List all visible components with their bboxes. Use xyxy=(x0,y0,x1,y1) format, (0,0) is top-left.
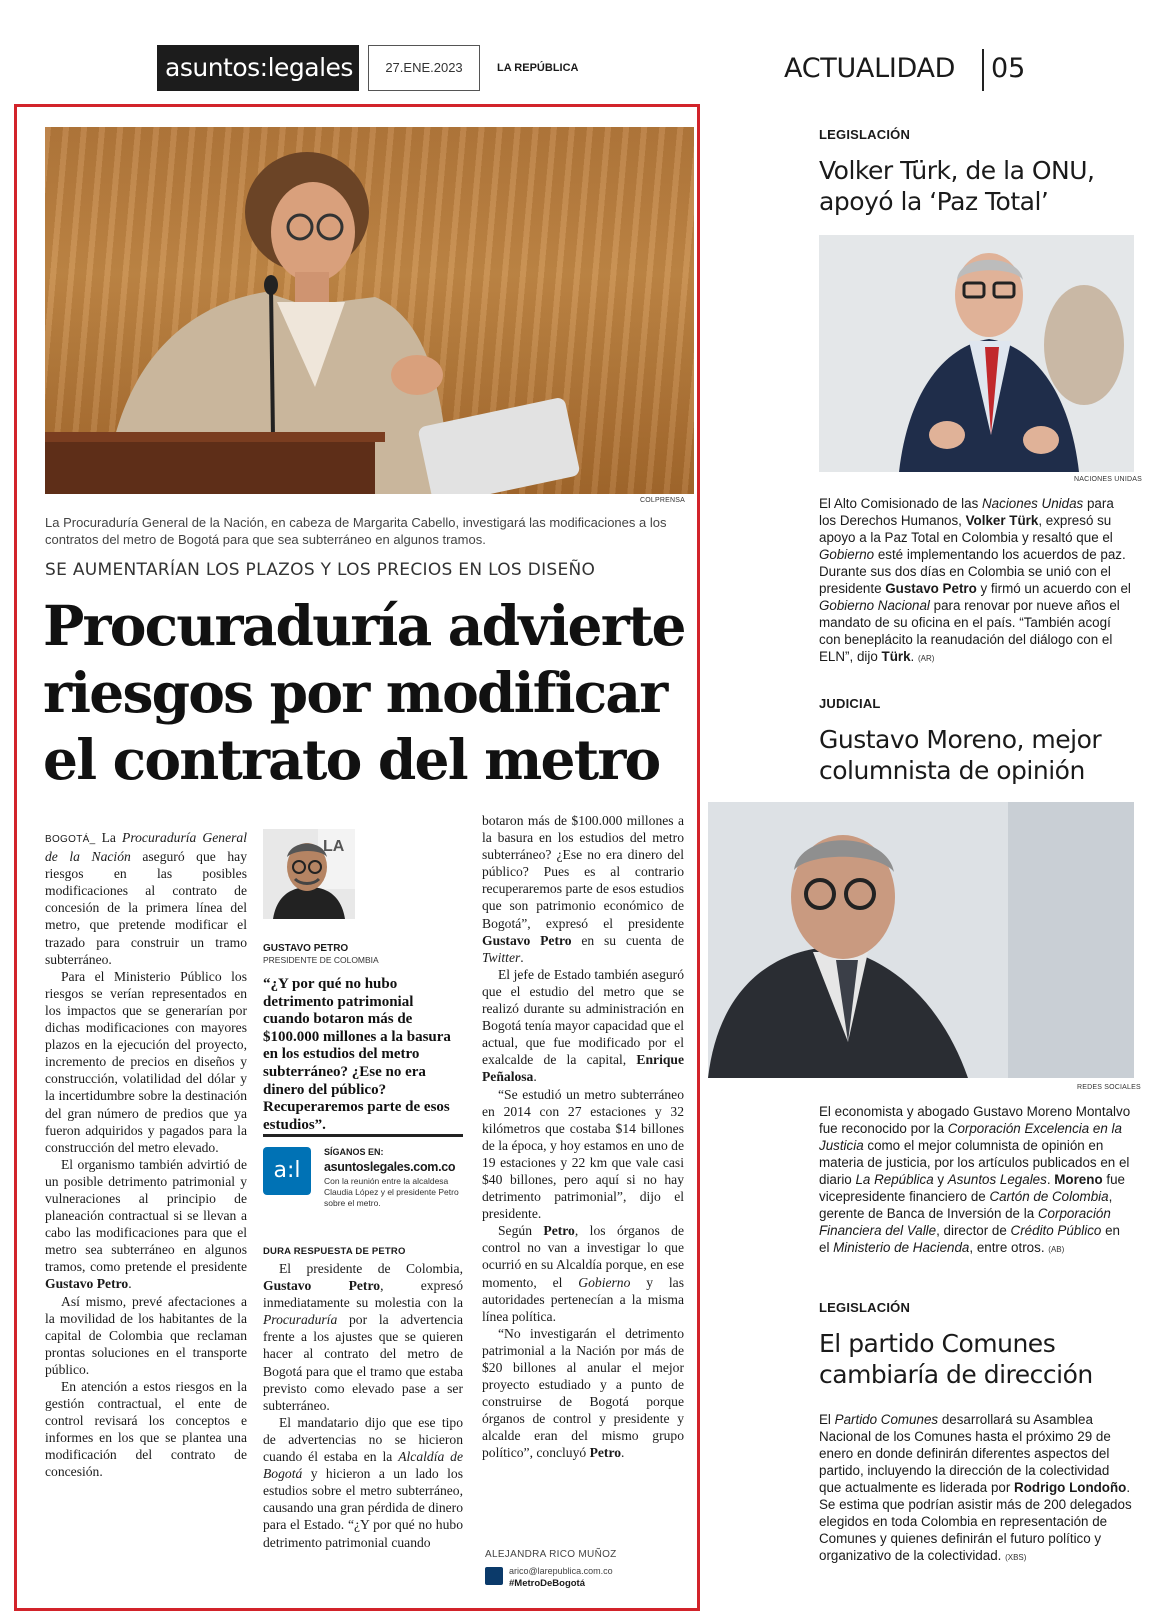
story1-photo xyxy=(819,235,1134,472)
story2-title: Gustavo Moreno, mejor columnista de opinión xyxy=(819,725,1102,785)
story1-category: LEGISLACIÓN xyxy=(819,127,911,142)
story1-body: El Alto Comisionado de las Naciones Unidas para los Derechos Humanos, Volker Türk, expresó su apoyo a la Paz Total en Colombia y resaltó que el Gobierno esté implementando los acuerdos de paz. Durante sus dos días en Colombia se unió con el presidente Gustavo Petro y firmó un acuerdo con el Gobierno Nacional para renovar por nueve años el mandato de su oficina en el país. “También acogí con beneplácito la reanudación del diálogo con el ELN”, dijo Türk. (AR) xyxy=(819,496,1131,664)
story2-category: JUDICIAL xyxy=(819,696,881,711)
article-column-2 xyxy=(263,1260,463,1551)
paragraph: El organismo también advirtió de un posible detrimento patrimonial y vulneraciones al principio de planeación contractual si se llevan a cabo las modificaciones para que el metro sea subterráneo en algunos tramos, como pretende el presidente Gustavo Petro. xyxy=(45,1156,247,1292)
quote-divider xyxy=(263,1134,463,1137)
petro-portrait xyxy=(263,829,355,919)
story2-body: El economista y abogado Gustavo Moreno Montalvo fue reconocido por la Corporación Excelencia en la Justicia como el mejor columnista de opinión en materia de justicia, por los artículos publicados en el diario La República y Asuntos Legales. Moreno fue vicepresidente financiero de Cartón de Colombia, gerente de Banca de Inversión de la Corporación Financiera del Valle, director de Crédito Público en el Ministerio de Hacienda, entre otros. (AB) xyxy=(819,1104,1131,1255)
paragraph: Para el Ministerio Público los riesgos se verían representados en los impactos que se generarían por dichas modificaciones con mayores plazos en la ejecución del proyecto, incremento de precios en diseños y construcción, volatilidad del dólar y la incertidumbre sobre la destinación del gran número de predios que ya fueron adquiridos y pagados para la construcción del metro elevado. xyxy=(45,968,247,1155)
svg-text:LA: LA xyxy=(323,838,345,855)
article-kicker: SE AUMENTARÍAN LOS PLAZOS Y LOS PRECIOS EN LOS DISEÑO xyxy=(45,560,596,580)
article-byline: ALEJANDRA RICO MUÑOZ xyxy=(485,1549,617,1560)
paragraph: Así mismo, prevé afectaciones a la movilidad de los habitantes de la capital de Colombia que reclaman prontas soluciones en el transporte público. xyxy=(45,1293,247,1377)
author-icon xyxy=(485,1567,503,1585)
article-column-3 xyxy=(482,812,684,1462)
article-column-1 xyxy=(45,829,247,1481)
story2-initials: (AB) xyxy=(1048,1245,1065,1254)
section-title: ACTUALIDAD xyxy=(784,53,956,84)
quote-author-name: GUSTAVO PETRO xyxy=(263,943,349,954)
story1-initials: (AR) xyxy=(918,654,935,663)
paragraph: “No investigarán el detrimento patrimonial a la Nación por más de $20 billones al anular el mejor proyecto estudiado y a punto de construirse de Bogotá porque órganos de control y presidente y alcalde eran del mismo grupo político”, concluyó Petro. xyxy=(482,1325,684,1461)
story3-category: LEGISLACIÓN xyxy=(819,1300,911,1315)
dateline: BOGOTÁ_ xyxy=(45,834,96,845)
story3-body: El Partido Comunes desarrollará su Asamblea Nacional de los Comunes hasta el próximo 29 de enero en donde definirán diferentes aspectos del partido, incluyendo la dirección de la colectividad que actualmente es liderada por Rodrigo Londoño. Se estima que podrían asistir más de 200 delegados elegidos en toda Colombia en representación de Comunes y quienes definirán el futuro político y organizativo de la colectividad. (XBS) xyxy=(819,1412,1132,1563)
quote-author-role: PRESIDENTE DE COLOMBIA xyxy=(263,955,379,965)
pull-quote: “¿Y por qué no hubo detrimento patrimonial cuando botaron más de $100.000 millones a la basura en los estudios del metro subterráneo? ¿Ese no era dinero del público? Recuperaremos parte de esos estudios”. xyxy=(263,976,451,1133)
section-divider xyxy=(982,49,984,91)
publication-logo: asuntos:legales xyxy=(157,45,359,91)
paragraph: BOGOTÁ_ La Procuraduría General de la Nación aseguró que hay riesgos en las posibles modificaciones al contrato de concesión de la primera línea del metro, que pretende modificar el trazado para construir un tramo subterráneo. xyxy=(45,830,247,967)
moreno-illustration xyxy=(708,802,1134,1078)
story3-initials: (XBS) xyxy=(1005,1553,1027,1562)
story2-photo-credit: REDES SOCIALES xyxy=(1077,1084,1141,1091)
main-article-photo xyxy=(45,127,694,494)
paragraph: “Se estudió un metro subterráneo en 2014 con 27 estaciones y 32 kilómetros que costaba $14 billones de la época, y hoy estamos en uno de 19 estaciones y 22 km que vale casi $40 billones, pero aquí si no hay detrimento patrimonial”, dijo el presidente. xyxy=(482,1086,684,1222)
story2-photo xyxy=(708,802,1134,1078)
speaker-illustration xyxy=(45,127,694,494)
paragraph: El mandatario dijo que ese tipo de advertencias no se hicieron cuando él estaba en la Alcaldía de Bogotá y hicieron a un lado los estudios sobre el metro subterráneo, causando una gran pérdida de dinero para el Estado. “¿Y por qué no hubo detrimento patrimonial cuando xyxy=(263,1414,463,1550)
turk-illustration xyxy=(819,235,1134,472)
page-number: 05 xyxy=(991,53,1026,84)
article-headline: Procuraduría advierte riesgos por modificar el contrato del metro xyxy=(43,593,685,792)
petro-portrait-illustration xyxy=(263,829,355,919)
story3-title: El partido Comunes cambiaría de dirección xyxy=(819,1329,1093,1389)
main-photo-credit: COLPRENSA xyxy=(640,497,685,504)
article-hashtag[interactable]: #MetroDeBogotá xyxy=(509,1578,586,1589)
story1-photo-credit: NACIONES UNIDAS xyxy=(1074,476,1142,483)
follow-note: Con la reunión entre la alcaldesa Claudia López y el presidente Petro sobre el metro. xyxy=(324,1176,459,1208)
author-email-link[interactable]: arico@larepublica.com.co xyxy=(509,1566,613,1576)
main-photo-caption: La Procuraduría General de la Nación, en cabeza de Margarita Cabello, investigará las modificaciones a los contratos del metro de Bogotá para que sea subterráneo en algunos tramos. xyxy=(45,515,667,547)
paragraph: El jefe de Estado también aseguró que el estudio del metro que se realizó durante su administración en Bogotá tenía mayor capacidad que el actual, que fue modificado por el exalcalde de la capital, Enrique Peñalosa. xyxy=(482,966,684,1085)
paragraph: En atención a estos riesgos en la gestión contractual, el ente de control revisará los conceptos e informes en los que se plantea una modificación del contrato de concesión. xyxy=(45,1379,247,1480)
story1-title: Volker Türk, de la ONU, apoyó la ‘Paz Total’ xyxy=(819,156,1095,216)
issue-date: 27.ENE.2023 xyxy=(368,45,480,91)
asuntos-legales-icon: a:l xyxy=(263,1147,311,1195)
newspaper-name: LA REPÚBLICA xyxy=(497,62,579,74)
section-subhead: DURA RESPUESTA DE PETRO xyxy=(263,1246,406,1257)
paragraph: El presidente de Colombia, Gustavo Petro, expresó inmediatamente su molestia con la Procuraduría por la advertencia frente a los ajustes que se quieren hacer al contrato del metro de Bogotá para que el tramo que estaba previsto como elevado pase a ser subterráneo. xyxy=(263,1261,463,1413)
paragraph: Según Petro, los órganos de control no van a investigar lo que ocurrió en su Alcaldía porque, en ese momento, el Gobierno y las autoridades pertenecían a la misma línea política. xyxy=(482,1223,684,1324)
follow-url-link[interactable]: asuntoslegales.com.co xyxy=(324,1160,456,1174)
paragraph: botaron más de $100.000 millones a la basura en los estudios del metro subterráneo? ¿Ese no era dinero del público? Pues es al contrario recuperaremos parte de esos estudios que son patrimonio económico de Bogotá”, expresó el presidente Gustavo Petro en su cuenta de Twitter. xyxy=(482,813,684,965)
follow-heading: SÍGANOS EN: xyxy=(324,1147,384,1157)
